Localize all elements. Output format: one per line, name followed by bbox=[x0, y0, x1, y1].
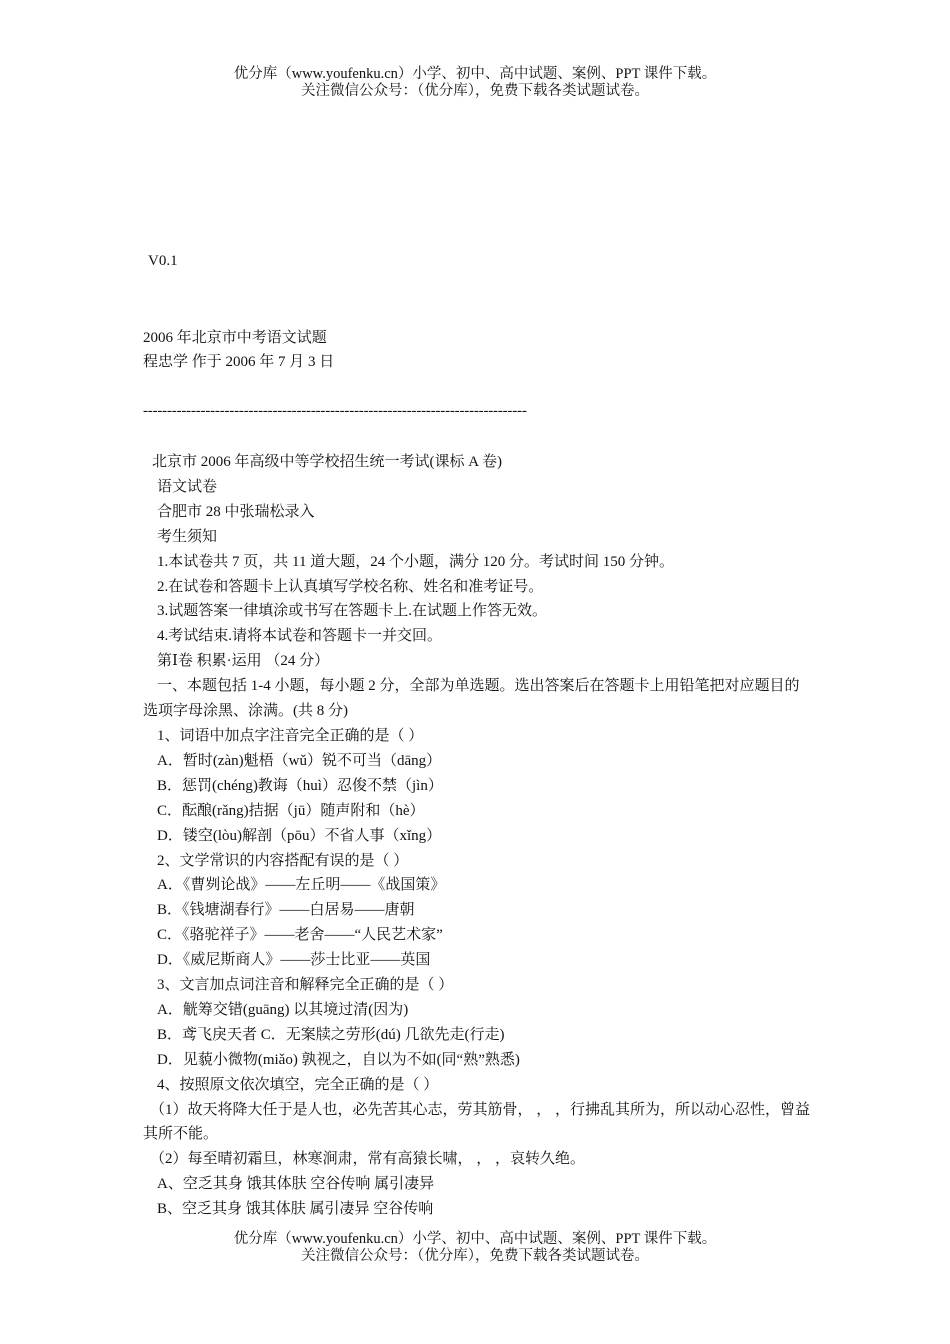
q2-option-c: C．《骆驼祥子》——老舍——“人民艺术家” bbox=[157, 927, 443, 944]
q4-passage-2: （2）每至晴初霜旦，林寒涧肃，常有高猿长啸， ， ，哀转久绝。 bbox=[150, 1151, 586, 1168]
document-title: 2006 年北京市中考语文试题 bbox=[143, 330, 327, 346]
question-3: 3、文言加点词注音和解释完全正确的是（ ） bbox=[157, 977, 454, 994]
q1-option-b: B．惩罚(chéng)教诲（huì）忍俊不禁（jìn） bbox=[157, 777, 443, 794]
exam-title: 北京市 2006 年高级中等学校招生统一考试(课标 A 卷) bbox=[152, 454, 502, 470]
page-footer bbox=[0, 1231, 950, 1265]
section-heading: 第Ⅰ卷 积累·运用 （24 分） bbox=[157, 653, 330, 670]
part-intro-text: 一、本题包括 1-4 小题，每小题 2 分，全部为单选题。选出答案后在答题卡上用铅笔把对应题目的选项字母涂黑、涂满。(共 8 分) bbox=[143, 678, 800, 720]
footer-line-2: 关注微信公众号：（优分库），免费下载各类试题试卷。 bbox=[301, 1248, 649, 1264]
q2-option-a: A．《曹刿论战》——左丘明——《战国策》 bbox=[157, 877, 446, 894]
q3-option-b-c: B．鸢飞戾天者 C．无案牍之劳形(dú) 几欲先走(行走) bbox=[157, 1026, 505, 1043]
header-line-1: 优分库（www.youfenku.cn）小学、初中、高中试题、案例、PPT 课件下载。 bbox=[233, 66, 717, 82]
q1-option-a: A．暂时(zàn)魁梧（wǔ）锐不可当（dāng） bbox=[157, 752, 442, 769]
q2-option-d: D．《威尼斯商人》——莎士比亚——英国 bbox=[157, 952, 431, 969]
version-label: V0.1 bbox=[148, 253, 178, 269]
divider-line: -------------------------------------------------------------------------------- bbox=[143, 403, 527, 419]
q4-passage-1 bbox=[143, 1098, 813, 1148]
document-title-block bbox=[143, 326, 334, 374]
notice-title: 考生须知 bbox=[157, 528, 218, 545]
q2-option-b: B．《钱塘湖春行》——白居易——唐朝 bbox=[157, 902, 415, 919]
q3-option-a: A．觥筹交错(guāng) 以其境过清(因为) bbox=[157, 1001, 409, 1018]
q4-option-b: B、空乏其身 饿其体肤 属引凄异 空谷传响 bbox=[157, 1201, 434, 1218]
q1-option-d: D．镂空(lòu)解剖（pōu）不省人事（xǐng） bbox=[157, 827, 442, 844]
q4-option-a: A、空乏其身 饿其体肤 空谷传响 属引凄异 bbox=[157, 1176, 435, 1193]
subject-label: 语文试卷 bbox=[157, 478, 218, 495]
part-intro bbox=[143, 674, 813, 724]
header-line-2: 关注微信公众号：（优分库），免费下载各类试题试卷。 bbox=[301, 83, 649, 99]
notice-item: 4.考试结束.请将本试卷和答题卡一并交回。 bbox=[157, 628, 443, 645]
notice-item: 1.本试卷共 7 页，共 11 道大题，24 个小题，满分 120 分。考试时间 150 分钟。 bbox=[157, 553, 674, 570]
page-header bbox=[0, 66, 950, 100]
exam-content bbox=[143, 450, 813, 1222]
notice-item: 2.在试卷和答题卡上认真填写学校名称、姓名和准考证号。 bbox=[157, 578, 544, 595]
question-1: 1、词语中加点字注音完全正确的是（ ） bbox=[157, 727, 424, 744]
notice-item: 3.试题答案一律填涂或书写在答题卡上.在试题上作答无效。 bbox=[157, 603, 548, 620]
author-date: 程忠学 作于 2006 年 7 月 3 日 bbox=[143, 354, 335, 370]
question-4: 4、按照原文依次填空，完全正确的是（ ） bbox=[157, 1076, 439, 1093]
q1-option-c: C．酝酿(rǎng)拮据（jū）随声附和（hè） bbox=[157, 802, 425, 819]
q3-option-d: D．见藐小微物(miǎo) 孰视之，自以为不如(同“熟”熟悉) bbox=[157, 1051, 520, 1068]
q4-passage-1-text: （1）故天将降大任于是人也，必先苦其心志，劳其筋骨， ， ，行拂乱其所为，所以动心忍性，曾益其所不能。 bbox=[143, 1101, 811, 1143]
question-2: 2、文学常识的内容搭配有误的是（ ） bbox=[157, 852, 409, 869]
recorder-label: 合肥市 28 中张瑞松录入 bbox=[157, 503, 315, 520]
footer-line-1: 优分库（www.youfenku.cn）小学、初中、高中试题、案例、PPT 课件下载。 bbox=[233, 1231, 717, 1247]
